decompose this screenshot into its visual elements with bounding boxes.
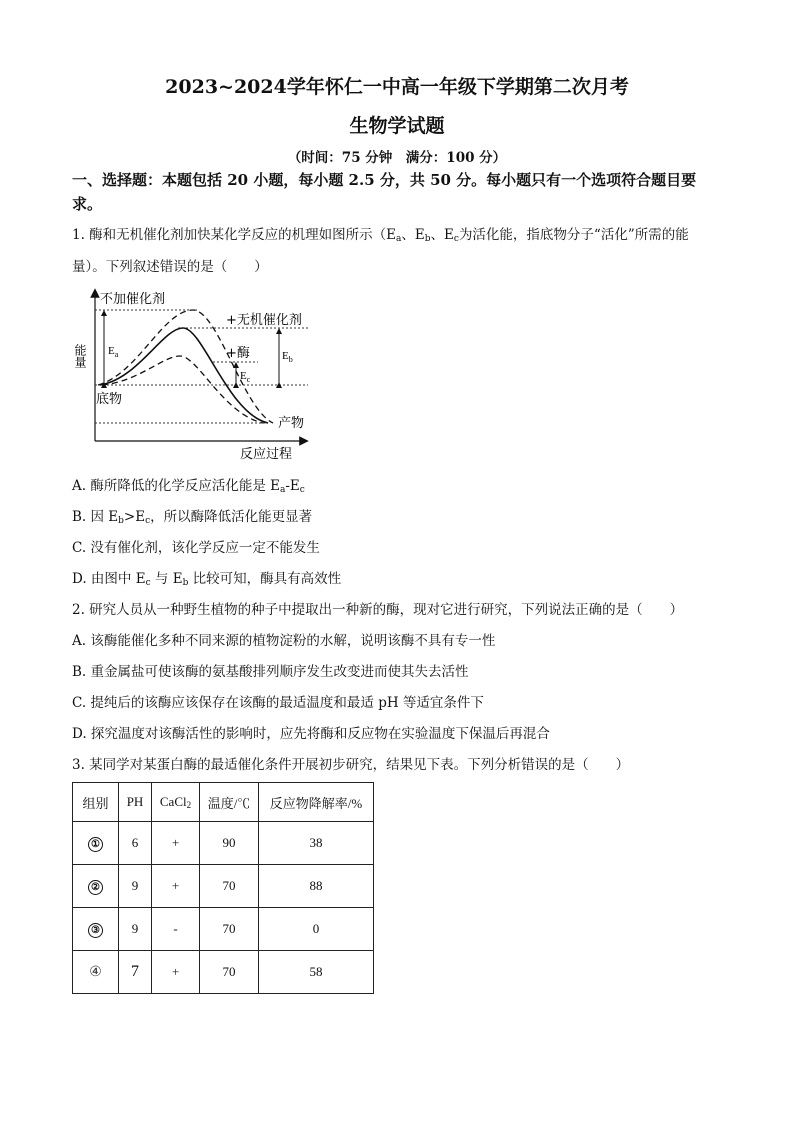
header-cacl2: CaCl$_2$ <box>152 783 200 822</box>
header-temperature: 温度/℃ <box>200 783 259 822</box>
q1-option-a[interactable]: A. 酶所降低的化学反应活化能是 $E_a-E_c$ <box>72 478 305 495</box>
label-Ea: $E_a$ <box>108 345 119 359</box>
question-1-stem <box>72 221 727 281</box>
section-heading-line2: 求。 <box>72 195 103 213</box>
exam-title: 2023~2024学年怀仁一中高一年级下学期第二次月考 <box>165 76 629 98</box>
table-header-row <box>73 783 374 822</box>
q1-option-c[interactable]: C. 没有催化剂，该化学反应一定不能发生 <box>72 540 320 556</box>
cell-cacl2: + <box>152 951 200 994</box>
label-product: 产物 <box>278 416 305 431</box>
q1-option-d[interactable]: D. 由图中 $E_c$ 与 $E_b$ 比较可知，酶具有高效性 <box>72 571 342 588</box>
cell-ph: 6 <box>119 822 152 865</box>
y-axis-label: 能量 <box>73 344 87 368</box>
cell-cacl2: + <box>152 822 200 865</box>
header-group: 组别 <box>73 783 119 822</box>
question-2-stem: 2. 研究人员从一种野生植物的种子中提取出一种新的酶，现对它进行研究，下列说法正确的是（ ） <box>72 602 684 618</box>
cell-degradation-rate: 38 <box>259 822 374 865</box>
subject-title: 生物学试题 <box>349 115 445 137</box>
label-enzyme: +酶 <box>226 346 250 361</box>
q2-option-c[interactable]: C. 提纯后的该酶应该保存在该酶的最适温度和最适 pH 等适宜条件下 <box>72 695 484 711</box>
cell-degradation-rate: 58 <box>259 951 374 994</box>
header-degradation-rate: 反应物降解率/% <box>259 783 374 822</box>
q1-option-b[interactable]: B. 因 $E_b>E_c$，所以酶降低活化能更显著 <box>72 509 313 526</box>
question-1-line2: 量）。下列叙述错误的是（ ） <box>72 259 268 275</box>
cell-degradation-rate: 88 <box>259 865 374 908</box>
header-ph: PH <box>119 783 152 822</box>
group-id: ③ <box>88 923 103 938</box>
label-substrate: 底物 <box>96 392 123 407</box>
section-heading <box>72 168 732 216</box>
cell-ph: 9 <box>119 865 152 908</box>
section-heading-line1: 一、选择题：本题包括 20 小题，每小题 2.5 分，共 50 分。每小题只有一个选项符合题目要 <box>72 171 697 189</box>
q2-option-a[interactable]: A. 该酶能催化多种不同来源的植物淀粉的水解，说明该酶不具有专一性 <box>72 633 496 649</box>
cell-temperature: 70 <box>200 951 259 994</box>
cell-temperature: 90 <box>200 822 259 865</box>
q2-option-d[interactable]: D. 探究温度对该酶活性的影响时，应先将酶和反应物在实验温度下保温后再混合 <box>72 726 550 742</box>
question-3-stem: 3. 某同学对某蛋白酶的最适催化条件开展初步研究，结果见下表。下列分析错误的是（ ） <box>72 757 630 773</box>
cell-temperature: 70 <box>200 865 259 908</box>
cell-cacl2: - <box>152 908 200 951</box>
group-id: ② <box>88 880 103 895</box>
table-row <box>73 951 374 994</box>
table-row <box>73 865 374 908</box>
table-row <box>73 822 374 865</box>
energy-diagram <box>68 284 318 466</box>
x-axis-label: 反应过程 <box>240 447 293 462</box>
cell-ph: 7 <box>119 951 152 994</box>
exam-info: （时间：75 分钟 满分：100 分） <box>287 150 507 166</box>
cell-degradation-rate: 0 <box>259 908 374 951</box>
cell-temperature: 70 <box>200 908 259 951</box>
results-table <box>72 782 374 994</box>
curve-enzyme <box>102 356 263 423</box>
label-inorganic: +无机催化剂 <box>226 313 302 328</box>
label-no-catalyst: 不加催化剂 <box>100 292 166 307</box>
cell-ph: 9 <box>119 908 152 951</box>
question-1-line1: 1. 酶和无机催化剂加快某化学反应的机理如图所示（$E_a$、$E_b$、$E_c$为活化能，指底物分子“活化”所需的能 <box>72 227 689 244</box>
label-Ec: $E_c$ <box>240 370 251 384</box>
cell-cacl2: + <box>152 865 200 908</box>
table-row <box>73 908 374 951</box>
q2-option-b[interactable]: B. 重金属盐可使该酶的氨基酸排列顺序发生改变进而使其失去活性 <box>72 664 469 680</box>
group-id: ① <box>88 837 103 852</box>
label-Eb: $E_b$ <box>282 350 293 364</box>
group-id: ④ <box>89 964 102 980</box>
